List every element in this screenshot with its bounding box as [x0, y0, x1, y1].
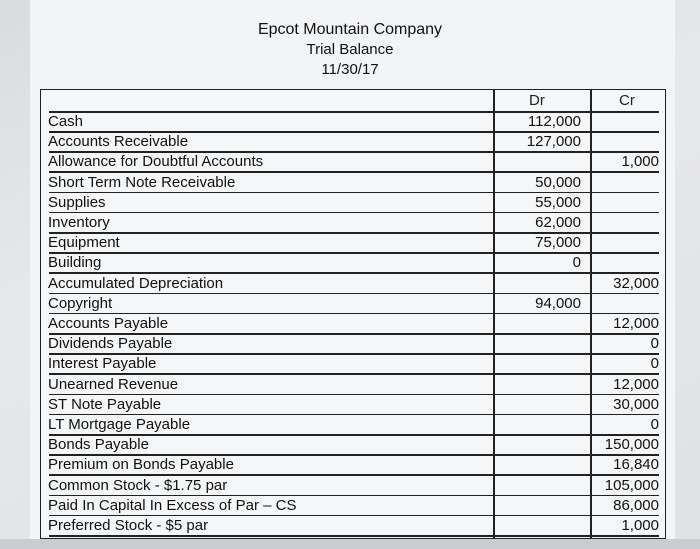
debit-amount [493, 496, 581, 516]
credit-amount: 12,000 [613, 315, 659, 332]
credit-amount: 1,000 [621, 517, 659, 534]
table-row [41, 516, 665, 536]
table-row [41, 354, 665, 374]
credit-amount [591, 253, 659, 273]
report-header [0, 20, 700, 80]
credit-amount: 12,000 [613, 375, 659, 393]
account-name: ST Note Payable [48, 395, 162, 413]
credit-amount [591, 112, 659, 132]
account-name: Cash [48, 113, 84, 130]
header-divider [49, 111, 659, 113]
debit-amount [493, 354, 581, 374]
account-name: Building [48, 254, 102, 272]
table-row [41, 112, 665, 132]
company-name: Epcot Mountain Company [257, 21, 443, 38]
report-date: 11/30/17 [321, 61, 379, 78]
dr-column-header: Dr [529, 92, 545, 109]
account-name: Interest Payable [48, 355, 157, 373]
table-row [41, 294, 665, 314]
credit-amount: 16,840 [613, 456, 659, 474]
table-row [41, 395, 665, 415]
debit-amount: 75,000 [535, 234, 581, 252]
credit-amount [591, 173, 659, 193]
credit-amount: 30,000 [613, 395, 659, 413]
account-name: Accumulated Depreciation [48, 274, 224, 292]
credit-amount: 0 [650, 335, 659, 353]
table-row [41, 213, 665, 233]
credit-amount [591, 132, 659, 152]
trial-balance-table [40, 89, 666, 539]
table-row [41, 375, 665, 395]
row-divider [49, 535, 659, 537]
debit-amount [493, 516, 581, 536]
credit-amount [591, 213, 659, 233]
table-row [41, 334, 665, 354]
table-row [41, 233, 665, 253]
table-row [41, 435, 665, 455]
account-name: Accounts Payable [48, 315, 169, 332]
credit-amount [591, 193, 659, 213]
credit-amount: 32,000 [613, 274, 659, 292]
table-row [41, 253, 665, 273]
cr-column-header: Cr [619, 92, 635, 109]
debit-amount: 50,000 [535, 173, 581, 191]
debit-amount: 0 [572, 254, 581, 272]
debit-amount [493, 375, 581, 395]
account-name: Short Term Note Receivable [48, 173, 236, 191]
credit-amount: 86,000 [613, 496, 659, 514]
account-name: Dividends Payable [48, 335, 173, 353]
debit-amount: 127,000 [526, 133, 581, 151]
table-row [41, 173, 665, 193]
account-name: Premium on Bonds Payable [48, 456, 234, 474]
account-name: Bonds Payable [48, 436, 149, 454]
account-name: Copyright [48, 294, 113, 312]
table-row [41, 274, 665, 294]
debit-amount [493, 435, 581, 455]
debit-amount [493, 314, 581, 334]
credit-amount [591, 294, 659, 314]
credit-amount: 150,000 [604, 436, 659, 454]
debit-amount [493, 476, 581, 496]
account-name: Accounts Receivable [48, 133, 189, 151]
credit-amount [591, 233, 659, 253]
debit-amount [493, 395, 581, 415]
report-title: Trial Balance [306, 41, 394, 58]
credit-amount: 105,000 [604, 476, 659, 494]
table-row [41, 132, 665, 152]
account-name: Paid In Capital In Excess of Par – CS [48, 496, 297, 514]
debit-amount: 62,000 [535, 214, 581, 231]
debit-amount [493, 334, 581, 354]
debit-amount [493, 455, 581, 475]
debit-amount [493, 152, 581, 172]
credit-amount: 0 [650, 355, 659, 373]
account-name: Allowance for Doubtful Accounts [48, 153, 264, 171]
table-row [41, 455, 665, 475]
account-name: LT Mortgage Payable [48, 416, 191, 433]
credit-amount: 0 [650, 416, 659, 433]
account-name: Preferred Stock - $5 par [48, 517, 209, 534]
debit-amount: 112,000 [527, 113, 581, 130]
table-row [41, 476, 665, 496]
credit-amount: 1,000 [621, 153, 659, 171]
debit-amount [493, 274, 581, 294]
table-row [41, 496, 665, 516]
table-row [41, 314, 665, 334]
debit-amount: 55,000 [535, 193, 581, 211]
account-name: Equipment [48, 234, 120, 252]
account-name: Common Stock - $1.75 par [48, 476, 228, 494]
bottom-edge [0, 539, 700, 549]
table-row [41, 193, 665, 213]
debit-amount: 94,000 [535, 294, 581, 312]
table-row [41, 152, 665, 172]
account-name: Inventory [48, 214, 110, 231]
debit-amount [493, 415, 581, 435]
account-name: Supplies [48, 193, 106, 211]
account-name: Unearned Revenue [48, 375, 179, 393]
table-row [41, 415, 665, 435]
